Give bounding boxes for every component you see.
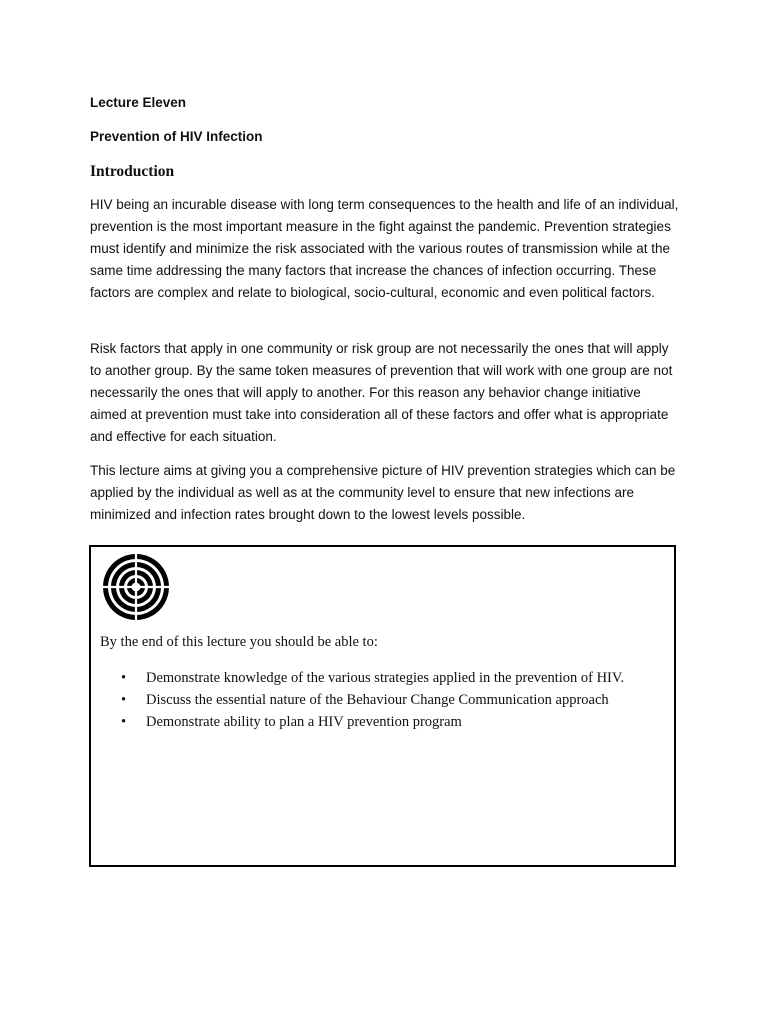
intro-paragraph-2: Risk factors that apply in one community or risk group are not necessarily the ones that will apply to another group. By the same token measures of prevention that will work with one group are not necessarily the ones that will apply to another. For this reason any behavior change initiative aimed at prevention must take into consideration all of these factors and offer what is appropriate and effective for each situation. (90, 341, 673, 444)
objective-item (100, 711, 660, 733)
lecture-label: Lecture Eleven (90, 95, 187, 110)
objectives-intro: By the end of this lecture you should be able to: (100, 634, 378, 650)
intro-paragraph-3: This lecture aims at giving you a comprehensive picture of HIV prevention strategies which can be applied by the individual as well as at the community level to ensure that new infections are minimized and infection rates brought down to the lowest levels possible. (90, 463, 676, 522)
section-heading: Introduction (90, 163, 175, 180)
objectives-list (100, 667, 660, 733)
target-icon (102, 553, 170, 621)
lecture-title: Prevention of HIV Infection (90, 129, 263, 144)
objective-item (100, 689, 660, 711)
objective-text: Demonstrate ability to plan a HIV prevention program (146, 714, 462, 730)
objective-text: Discuss the essential nature of the Behaviour Change Communication approach (146, 692, 609, 708)
learning-objectives-box (89, 545, 676, 867)
bullet-icon: • (121, 692, 127, 708)
objective-item (100, 667, 660, 689)
objective-text: Demonstrate knowledge of the various strategies applied in the prevention of HIV. (146, 670, 625, 686)
bullet-icon: • (121, 714, 127, 730)
bullet-icon: • (121, 670, 127, 686)
intro-paragraph-1: HIV being an incurable disease with long term consequences to the health and life of an individual, prevention is the most important measure in the fight against the pandemic. Prevention strategies must identify and minimize the risk associated with the various routes of transmission while at the same time addressing the many factors that increase the chances of infection occurring. These factors are complex and relate to biological, socio-cultural, economic and even political factors. (90, 197, 679, 300)
